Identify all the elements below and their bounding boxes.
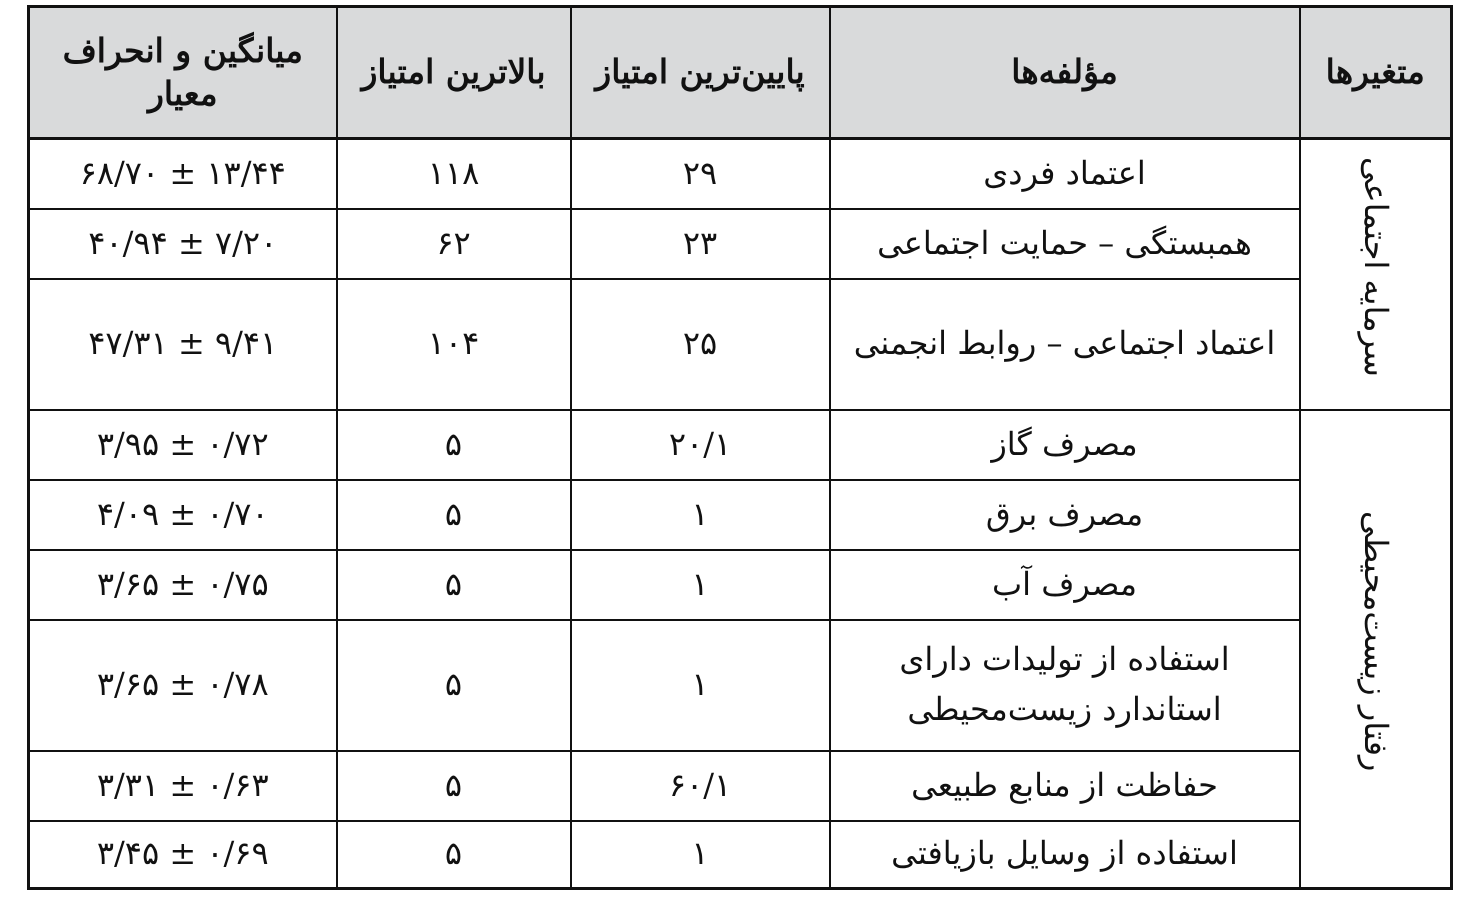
max-score-cell: ۵	[337, 751, 571, 821]
mean-sd-cell: ۴۰/۹۴ ± ۷/۲۰	[29, 209, 337, 279]
max-score-cell: ۱۱۸	[337, 139, 571, 209]
mean-sd-cell: ۴۷/۳۱ ± ۹/۴۱	[29, 279, 337, 410]
table-row	[29, 550, 1452, 620]
mean-sd-cell: ۳/۶۵ ± ۰/۷۸	[29, 620, 337, 751]
table-row	[29, 139, 1452, 209]
header-row	[29, 7, 1452, 139]
min-score-cell: ۶۰/۱	[571, 751, 830, 821]
table-row	[29, 620, 1452, 751]
group-cell-environmental-behavior	[1300, 410, 1452, 889]
table-row	[29, 480, 1452, 550]
component-cell: مصرف آب	[830, 550, 1300, 620]
group-cell-social-capital	[1300, 139, 1452, 410]
min-score-cell: ۲۹	[571, 139, 830, 209]
component-cell: همبستگی – حمایت اجتماعی	[830, 209, 1300, 279]
max-score-cell: ۵	[337, 821, 571, 889]
max-score-cell: ۱۰۴	[337, 279, 571, 410]
min-score-cell: ۱	[571, 480, 830, 550]
table-row	[29, 821, 1452, 889]
component-cell: استفاده از تولیدات دارای استاندارد زیست‌محیطی	[830, 620, 1300, 751]
mean-sd-cell: ۶۸/۷۰ ± ۱۳/۴۴	[29, 139, 337, 209]
component-cell: اعتماد فردی	[830, 139, 1300, 209]
header-mean-sd: میانگین و انحراف معیار	[29, 7, 337, 139]
min-score-cell: ۱	[571, 821, 830, 889]
table-row	[29, 209, 1452, 279]
max-score-cell: ۵	[337, 550, 571, 620]
component-cell: حفاظت از منابع طبیعی	[830, 751, 1300, 821]
component-cell: اعتماد اجتماعی – روابط انجمنی	[830, 279, 1300, 410]
component-cell: استفاده از وسایل بازیافتی	[830, 821, 1300, 889]
max-score-cell: ۵	[337, 410, 571, 480]
mean-sd-cell: ۳/۹۵ ± ۰/۷۲	[29, 410, 337, 480]
group-label-social-capital: سرمایه اجتماعی	[1356, 156, 1395, 377]
table-row	[29, 751, 1452, 821]
header-components: مؤلفه‌ها	[830, 7, 1300, 139]
table-row	[29, 410, 1452, 480]
mean-sd-cell: ۳/۴۵ ± ۰/۶۹	[29, 821, 337, 889]
min-score-cell: ۱	[571, 620, 830, 751]
min-score-cell: ۲۵	[571, 279, 830, 410]
table-row	[29, 279, 1452, 410]
component-cell: مصرف برق	[830, 480, 1300, 550]
mean-sd-cell: ۳/۳۱ ± ۰/۶۳	[29, 751, 337, 821]
min-score-cell: ۲۳	[571, 209, 830, 279]
max-score-cell: ۵	[337, 480, 571, 550]
statistics-table	[27, 5, 1453, 890]
mean-sd-cell: ۳/۶۵ ± ۰/۷۵	[29, 550, 337, 620]
header-max-score: بالاترین امتیاز	[337, 7, 571, 139]
max-score-cell: ۵	[337, 620, 571, 751]
min-score-cell: ۱	[571, 550, 830, 620]
mean-sd-cell: ۴/۰۹ ± ۰/۷۰	[29, 480, 337, 550]
header-variables: متغیرها	[1300, 7, 1452, 139]
max-score-cell: ۶۲	[337, 209, 571, 279]
component-cell: مصرف گاز	[830, 410, 1300, 480]
group-label-environmental-behavior: رفتار زیست‌محیطی	[1356, 511, 1395, 772]
header-min-score: پایین‌ترین امتیاز	[571, 7, 830, 139]
min-score-cell: ۲۰/۱	[571, 410, 830, 480]
